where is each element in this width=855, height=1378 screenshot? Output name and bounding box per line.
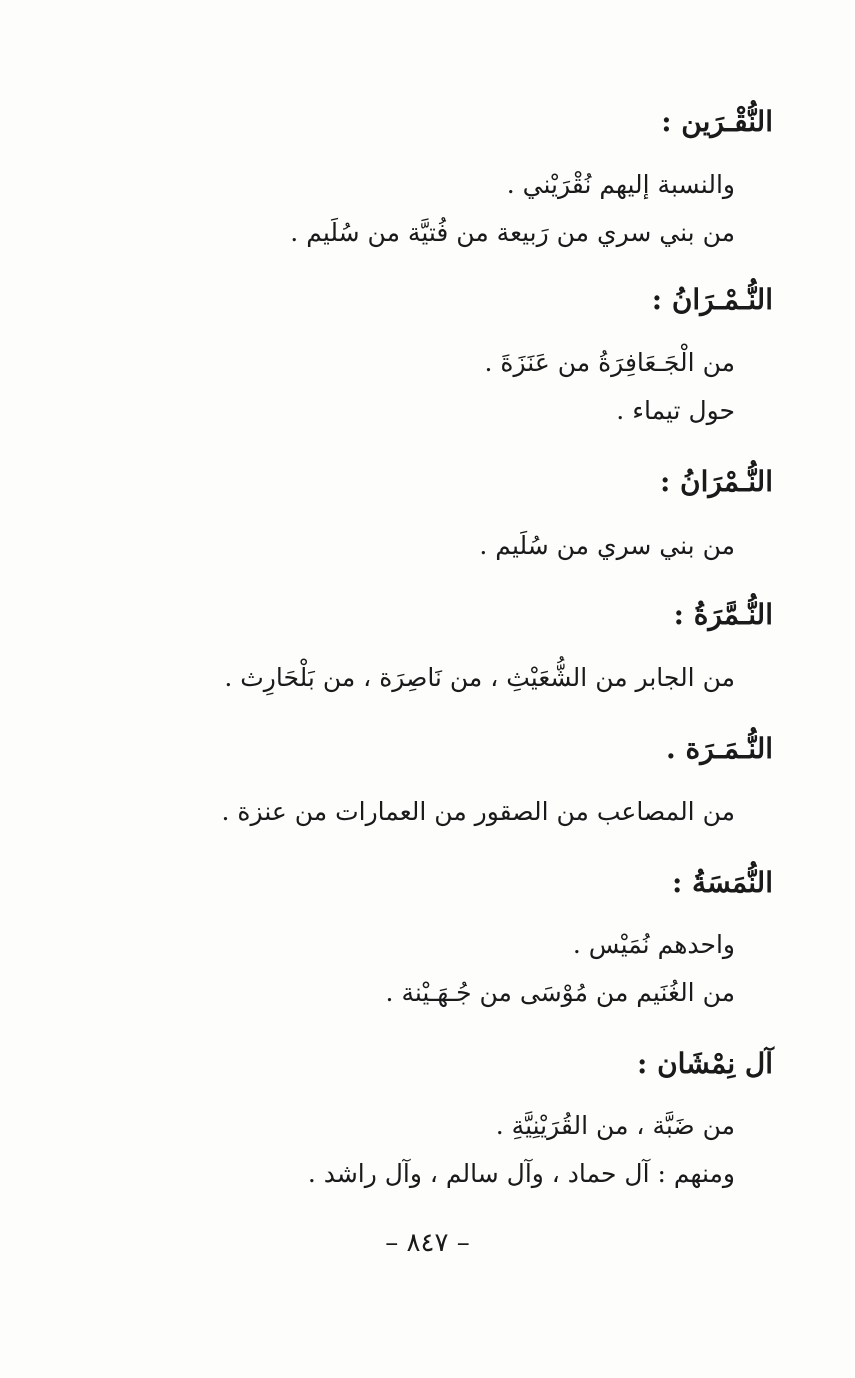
entry-heading: النُّـمْـرَانُ : — [651, 283, 773, 316]
entry-heading: النُّـمْرَانُ : — [659, 465, 773, 498]
entry-heading: النُّمَسَةُ : — [671, 866, 773, 899]
entry-heading: النُّـمَّرَةُ : — [673, 598, 773, 631]
entry-line: من بني سري من سُلَيم . — [479, 531, 735, 560]
entry-line: من الغُنَيم من مُوْسَى من جُـهَـيْنة . — [385, 978, 735, 1007]
entry-heading: النُّقْـرَين : — [661, 105, 773, 138]
entry-heading: آل نِمْشَان : — [636, 1047, 773, 1080]
page-number: – ٨٤٧ – — [385, 1228, 470, 1258]
entry-heading: النُّـمَـرَة . — [666, 732, 773, 765]
entry-line: والنسبة إليهم نُقْرَيْني . — [506, 170, 735, 199]
entry-line: من ضَبَّة ، من القُرَيْنِيَّةِ . — [495, 1111, 735, 1140]
entry-line: واحدهم نُمَيْس . — [572, 930, 735, 959]
entry-line: من الجابر من الشُّعَيْثِ ، من نَاصِرَة ، من بَلْحَارِث . — [224, 663, 735, 692]
entry-line: من الْجَـعَافِرَةُ من عَنَزَةَ . — [484, 348, 735, 377]
entry-line: من المصاعب من الصقور من العمارات من عنزة . — [221, 797, 735, 826]
entry-line: من بني سري من رَبيعة من فُتيَّة من سُلَيم . — [290, 218, 735, 247]
entry-line: ومنهم : آل حماد ، وآل سالم ، وآل راشد . — [307, 1159, 735, 1188]
entry-line: حول تيماء . — [616, 396, 735, 425]
